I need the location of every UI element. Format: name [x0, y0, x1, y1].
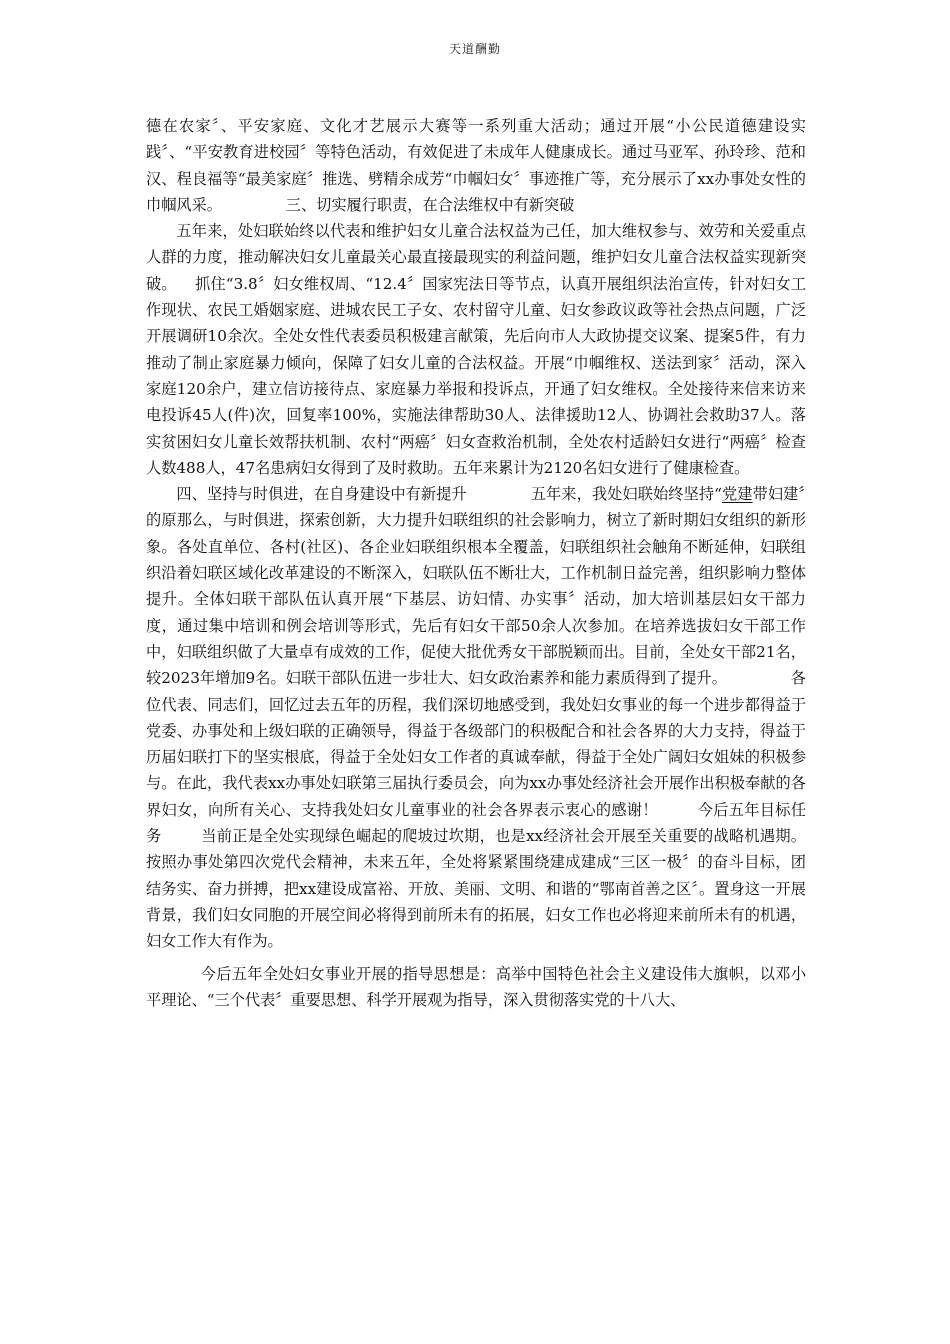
section-heading-4: 四、坚持与时俱进，在自身建设中有新提升: [176, 485, 467, 504]
paragraph-6-text: 今后五年全处妇女事业开展的指导思想是：高举中国特色社会主义建设伟大旗帜，以邓小平理论、“三个代表〞重要思想、科学开展观为指导，深入贯彻落实党的十八大、: [146, 964, 806, 1009]
paragraph-1-text: 德在农家〞、平安家庭、文化才艺展示大赛等一系列重大活动；通过开展“小公民道德建设实践〞、“平安教育进校园〞等特色活动，有效促进了未成年人健康成长。通过马亚军、孙玲珍、范和汉、程良福等“最美家庭〞推选、劈精余成芳“巾帼妇女〞事迹推广等，充分展示了xx办事处女性的巾帼风采。: [146, 117, 806, 214]
paragraph-1: [146, 113, 806, 218]
paragraph-3-underlined: 党建: [721, 485, 753, 504]
paragraph-2: [146, 218, 806, 481]
paragraph-4-text: 各位代表、同志们，回忆过去五年的历程，我们深切地感受到，我处妇女事业的每一个进步都得益于党委、办事处和上级妇联的正确领导，得益于各级部门的积极配合和社会各界的大力支持，得益于历届妇联打下的坚实根底，得益于全处妇女工作者的真诚奉献，得益于全处广阔妇女姐妹的积极参与。在此，我代表xx办事处妇联第三届执行委员会，向为xx办事处经济社会开展作出积极奉献的各界妇女，向所有关心、支持我处妇女儿童事业的社会各界表示衷心的感谢！: [146, 669, 806, 819]
section-heading-3: 三、切实履行职责，在合法维权中有新突破: [285, 195, 575, 214]
paragraph-6: [146, 961, 806, 1014]
paragraph-5-text: 当前正是全处实现绿色崛起的爬坡过坎期，也是xx经济社会开展至关重要的战略机遇期。按照办事处第四次党代会精神，未来五年，全处将紧紧围绕建成建成“三区一极〞的奋斗目标，团结务实、奋力拼搏，把xx建设成富裕、开放、美丽、文明、和谐的“鄂南首善之区〞。置身这一开展背景，我们妇女同胞的开展空间必将得到前所未有的拓展，妇女工作也必将迎来前所未有的机遇，妇女工作大有作为。: [146, 827, 806, 951]
paragraph-3-text: 带妇建〞的原那么，与时俱进，探索创新，大力提升妇联组织的社会影响力，树立了新时期妇女组织的新形象。各处直单位、各村(社区)、各企业妇联组织根本全覆盖，妇联组织社会触角不断延伸，妇联组织沿着妇联区域化改革建设的不断深入，妇联队伍不断壮大，工作机制日益完善，组织影响力整体提升。全体妇联干部队伍认真开展“下基层、访妇情、办实事〞活动，加大培训基层妇女干部力度，通过集中培训和例会培训等形式，先后有妇女干部50余人次参加。在培养选拔妇女干部工作中，妇联组织做了大量卓有成效的工作，促使大批优秀女干部脱颖而出。目前，全处女干部21名，较2023年增加9名。妇联干部队伍进一步壮大、妇女政治素养和能力素质得到了提升。: [146, 485, 807, 688]
section-heading-future: 今后五年目标任务: [146, 800, 807, 846]
paragraph-2b-text: 抓住“3.8〞妇女维权周、“12.4〞国家宪法日等节点，认真开展组织法治宣传，针对妇女工作现状、农民工婚姻家庭、进城农民工子女、农村留守儿童、妇女参政议政等社会热点问题，广泛开展调研10余次。全处女性代表委员积极建言献策，先后向市人大政协提交议案、提案5件，有力推动了制止家庭暴力倾向，保障了妇女儿童的合法权益。开展“巾帼维权、送法到家〞活动，深入家庭120余户，建立信访接待点、家庭暴力举报和投诉点，开通了妇女维权。全处接待来信来访来电投诉45人(件)次，回复率100%，实施法律帮助30人、法律援助12人、协调社会救助37人。落实贫困妇女儿童长效帮扶机制、农村“两癌〞妇女查救治机制，全处农村适龄妇女进行“两癌〞检查人数488人，47名患病妇女得到了及时救助。五年来累计为2120名妇女进行了健康检查。: [146, 274, 807, 477]
page-header: 天道酬勤: [448, 42, 501, 56]
paragraph-3-pre: 五年来，我处妇联始终坚持“: [530, 485, 722, 504]
paragraph-2-text: 五年来，处妇联始终以代表和维护妇女儿童合法权益为己任，加大维权参与、效劳和关爱重点人群的力度，推动解决妇女儿童最关心最直接最现实的利益问题，维护妇女儿童合法权益实现新突破。: [146, 222, 806, 293]
paragraph-3: [146, 481, 806, 954]
document-body: [146, 113, 806, 1013]
